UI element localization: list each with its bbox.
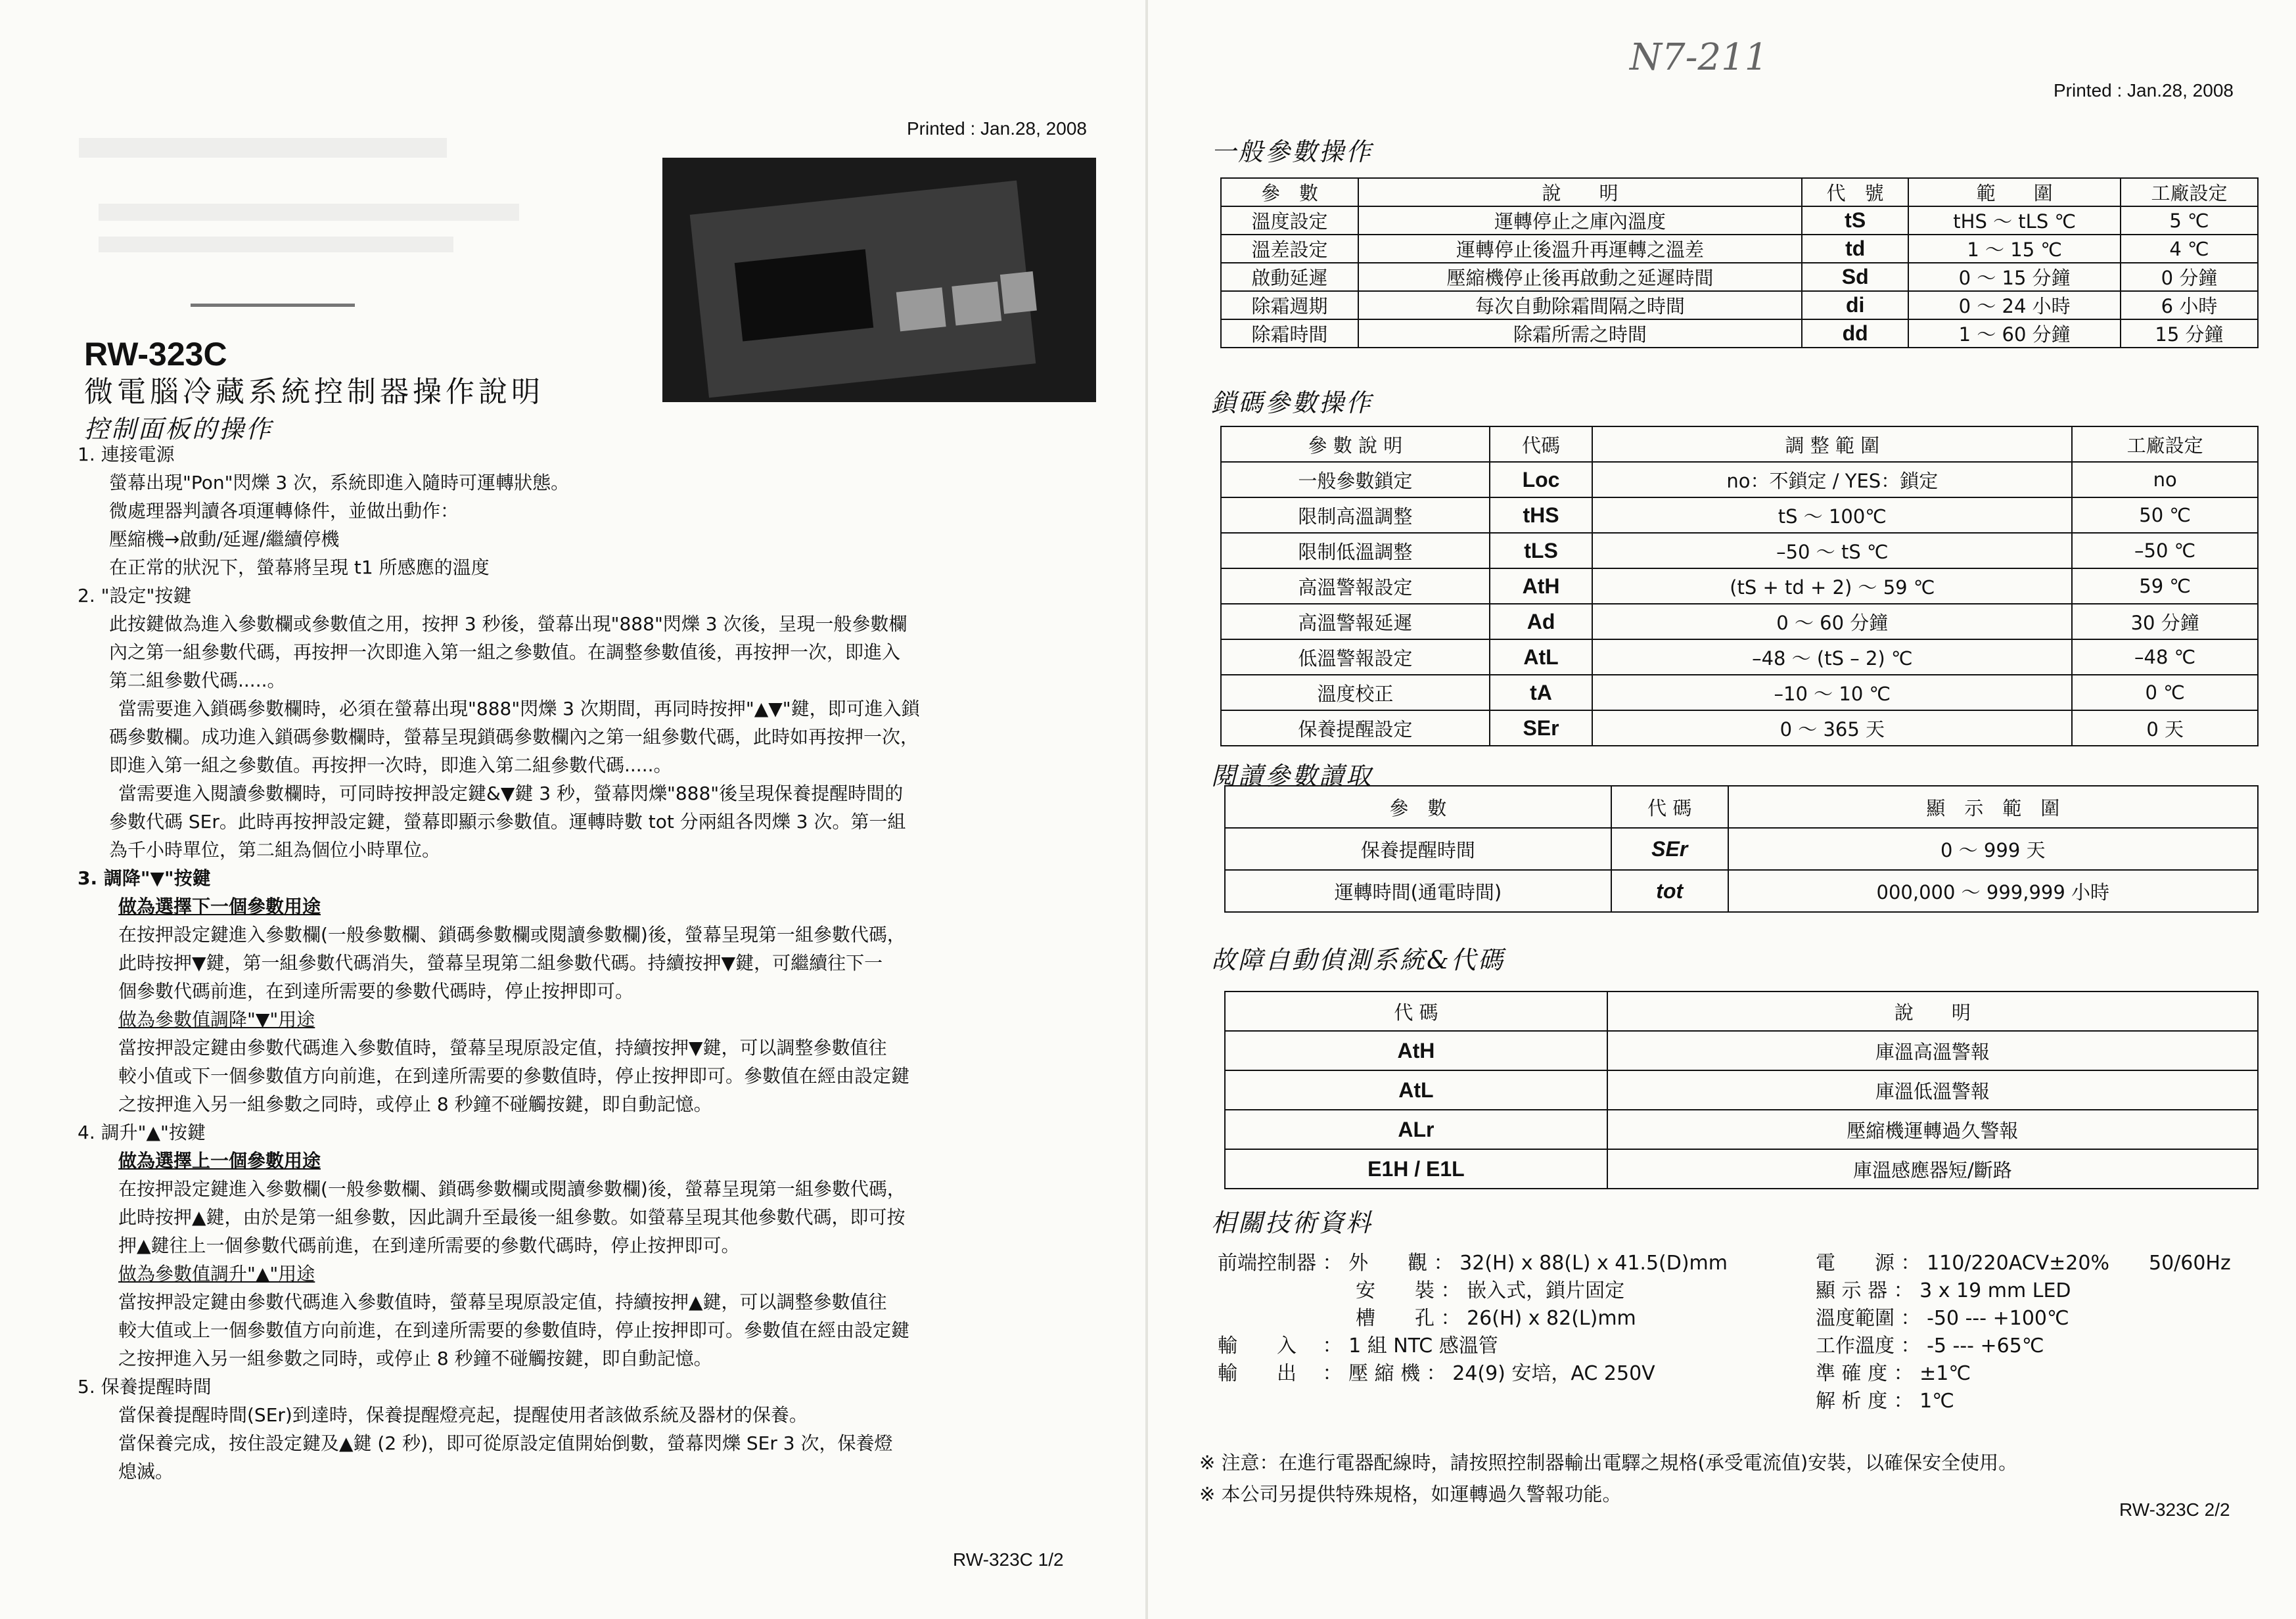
table-cell: 庫溫低溫警報	[1607, 1070, 2258, 1110]
table-cell: Loc	[1490, 462, 1593, 497]
table-header-row	[1221, 426, 2258, 462]
table-header-cell: 說 明	[1358, 178, 1802, 206]
faded-text-smudge	[99, 204, 519, 221]
table-cell: –50 ℃	[2072, 533, 2258, 568]
right-page	[1147, 0, 2296, 1619]
table-header-row	[1225, 992, 2258, 1031]
instruction-line: 此時按押▼鍵，第一組參數代碼消失，螢幕呈現第二組參數代碼。持續按押▼鍵，可繼續往下一	[118, 952, 883, 974]
table-cell: –48 ℃	[2072, 639, 2258, 675]
spec-line: 安 裝 ： 嵌入式，鎖片固定	[1218, 1279, 1625, 1302]
instruction-line: 當需要進入鎖碼參數欄時，必須在螢幕出現"888"閃爍 3 次期間，再同時按押"▲▼"鍵，即可進入鎖	[118, 698, 920, 719]
table-row	[1221, 235, 2258, 263]
instruction-line: 壓縮機→啟動/延遲/繼續停機	[109, 528, 340, 550]
instruction-line: 之按押進入另一組參數之同時，或停止 8 秒鐘不碰觸按鍵，即自動記憶。	[118, 1348, 712, 1369]
table-cell: 6 小時	[2121, 291, 2258, 319]
table-header-cell: 參 數	[1225, 786, 1611, 828]
table-cell: 59 ℃	[2072, 568, 2258, 604]
manual-title: 微電腦冷藏系統控制器操作說明	[84, 375, 544, 409]
table-cell: tS	[1802, 206, 1908, 235]
table-cell: 一般參數鎖定	[1221, 462, 1490, 497]
instruction-line: 之按押進入另一組參數之同時，或停止 8 秒鐘不碰觸按鍵，即自動記憶。	[118, 1093, 712, 1115]
section-title-fault: 故障自動偵測系統&代碼	[1211, 946, 1505, 974]
table-row	[1225, 1149, 2258, 1189]
instruction-line: 做為參數值調升"▲"用途	[118, 1263, 315, 1285]
read-params-table	[1224, 785, 2259, 913]
table-cell: 4 ℃	[2121, 235, 2258, 263]
lock-params-table	[1220, 426, 2259, 746]
spec-line: 溫度範圍 ： -50 --- +100℃	[1816, 1307, 2069, 1330]
table-row	[1221, 291, 2258, 319]
general-params-table	[1220, 177, 2259, 348]
instruction-line: 做為參數值調降"▼"用途	[118, 1009, 315, 1030]
faded-rule	[191, 304, 355, 307]
spec-line: 顯 示 器 ： 3 x 19 mm LED	[1816, 1279, 2071, 1302]
table-cell: 1 ～ 60 分鐘	[1908, 319, 2121, 348]
instruction-line: 較小值或下一個參數值方向前進，在到達所需要的參數值時，停止按押即可。參數值在經由設定鍵	[118, 1065, 910, 1087]
table-header-cell: 工廠設定	[2072, 426, 2258, 462]
table-cell: 壓縮機運轉過久警報	[1607, 1110, 2258, 1149]
instruction-line: 碼參數欄。成功進入鎖碼參數欄時，螢幕呈現鎖碼參數欄內之第一組參數代碼，此時如再按押一次，	[109, 726, 919, 748]
tech-specs-left	[1218, 1250, 1728, 1388]
table-cell: 000,000 ～ 999,999 小時	[1728, 870, 2258, 912]
instruction-line: 螢幕出現"Pon"閃爍 3 次，系統即進入隨時可運轉狀態。	[109, 472, 570, 493]
table-cell: 低溫警報設定	[1221, 639, 1490, 675]
instruction-line: 第二組參數代碼.....。	[109, 670, 286, 691]
table-cell: 溫度校正	[1221, 675, 1490, 710]
table-cell: 運轉停止後溫升再運轉之溫差	[1358, 235, 1802, 263]
instruction-line: 內之第一組參數代碼，再按押一次即進入第一組之參數值。在調整參數值後，再按押一次，即進入	[109, 641, 901, 663]
instruction-line: 當保養提醒時間(SEr)到達時，保養提醒燈亮起，提醒使用者該做系統及器材的保養。	[118, 1404, 808, 1426]
table-row	[1225, 1070, 2258, 1110]
table-header-cell: 代 碼	[1611, 786, 1728, 828]
instruction-line: 當需要進入閱讀參數欄時，可同時按押設定鍵&▼鍵 3 秒，螢幕閃爍"888"後呈現保養提醒時間的	[118, 783, 904, 804]
model-number: RW-323C	[84, 336, 227, 373]
handwritten-note: N7-211	[1630, 36, 1768, 79]
table-cell: tot	[1611, 870, 1728, 912]
table-cell: AtL	[1225, 1070, 1607, 1110]
instruction-line: 為千小時單位，第二組為個位小時單位。	[109, 839, 441, 861]
table-cell: 溫差設定	[1221, 235, 1358, 263]
table-header-cell: 代 碼	[1225, 992, 1607, 1031]
table-cell: 除霜週期	[1221, 291, 1358, 319]
instruction-line: 當按押設定鍵由參數代碼進入參數值時，螢幕呈現原設定值，持續按押▲鍵，可以調整參數值往	[118, 1291, 887, 1313]
table-cell: –48 ～ (tS – 2) ℃	[1592, 639, 2072, 675]
table-cell: 5 ℃	[2121, 206, 2258, 235]
table-header-row	[1221, 178, 2258, 206]
table-header-row	[1225, 786, 2258, 828]
instruction-line: 押▲鍵往上一個參數代碼前進，在到達所需要的參數代碼時，停止按押即可。	[118, 1235, 740, 1256]
section-title-general: 一般參數操作	[1211, 137, 1373, 166]
table-cell: 0 天	[2072, 710, 2258, 746]
spec-line: 準 確 度 ： ±1℃	[1816, 1362, 1971, 1385]
instruction-line: 微處理器判讀各項運轉條件，並做出動作：	[109, 500, 459, 522]
table-row	[1221, 533, 2258, 568]
instruction-line: 較大值或上一個參數值方向前進，在到達所需要的參數值時，停止按押即可。參數值在經由設定鍵	[118, 1319, 910, 1341]
instructions-body	[78, 440, 1103, 1486]
instruction-line: 在按押設定鍵進入參數欄(一般參數欄、鎖碼參數欄或閱讀參數欄)後，螢幕呈現第一組參數代碼，	[118, 1178, 906, 1200]
table-header-cell: 說 明	[1607, 992, 2258, 1031]
table-cell: E1H / E1L	[1225, 1149, 1607, 1189]
table-row	[1221, 263, 2258, 291]
table-row	[1221, 675, 2258, 710]
instruction-line: 3. 調降"▼"按鍵	[78, 867, 211, 889]
spec-line: 槽 孔 ： 26(H) x 82(L)mm	[1218, 1307, 1636, 1330]
section-title-tech: 相關技術資料	[1211, 1208, 1373, 1237]
instruction-line: 在正常的狀況下，螢幕將呈現 t1 所感應的溫度	[109, 557, 490, 578]
table-cell: 0 分鐘	[2121, 263, 2258, 291]
spec-line: 工作溫度 ： -5 --- +65℃	[1816, 1334, 2044, 1357]
instruction-line: 5. 保養提醒時間	[78, 1376, 212, 1398]
instruction-line: 當按押設定鍵由參數代碼進入參數值時，螢幕呈現原設定值，持續按押▼鍵，可以調整參數值往	[118, 1037, 887, 1059]
table-header-cell: 參 數	[1221, 178, 1358, 206]
table-cell: –50 ～ tS ℃	[1592, 533, 2072, 568]
table-cell: 溫度設定	[1221, 206, 1358, 235]
table-cell: di	[1802, 291, 1908, 319]
instruction-line: 此按鍵做為進入參數欄或參數值之用，按押 3 秒後，螢幕出現"888"閃爍 3 次後，呈現一般參數欄	[109, 613, 907, 635]
table-cell: AtH	[1225, 1031, 1607, 1070]
table-header-cell: 代 號	[1802, 178, 1908, 206]
fault-codes-table	[1224, 991, 2259, 1189]
table-row	[1221, 462, 2258, 497]
table-cell: 限制高溫調整	[1221, 497, 1490, 533]
table-cell: AtL	[1490, 639, 1593, 675]
table-row	[1221, 710, 2258, 746]
instruction-line: 4. 調升"▲"按鍵	[78, 1122, 206, 1143]
table-cell: 庫溫高溫警報	[1607, 1031, 2258, 1070]
page-footer: RW-323C 2/2	[2119, 1499, 2230, 1520]
table-row	[1225, 1031, 2258, 1070]
instruction-line: 當保養完成，按住設定鍵及▲鍵 (2 秒)，即可從原設定值開始倒數，螢幕閃爍 SEr 3 次，保養燈	[118, 1432, 893, 1454]
table-header-cell: 參 數 說 明	[1221, 426, 1490, 462]
spec-line: 輸 出 ： 壓 縮 機 ： 24(9) 安培，AC 250V	[1218, 1362, 1655, 1385]
table-cell: AtH	[1490, 568, 1593, 604]
table-cell: 0 ～ 60 分鐘	[1592, 604, 2072, 639]
table-cell: Ad	[1490, 604, 1593, 639]
table-cell: 除霜所需之時間	[1358, 319, 1802, 348]
table-cell: 0 ℃	[2072, 675, 2258, 710]
faded-text-smudge	[79, 138, 447, 158]
table-row	[1225, 870, 2258, 912]
table-header-cell: 代碼	[1490, 426, 1593, 462]
table-cell: 0 ～ 15 分鐘	[1908, 263, 2121, 291]
instruction-line: 做為選擇下一個參數用途	[118, 896, 321, 917]
faded-text-smudge	[99, 237, 453, 252]
instruction-line: 即進入第一組之參數值。再按押一次時，即進入第二組參數代碼.....。	[109, 754, 672, 776]
printed-date: Printed : Jan.28, 2008	[907, 118, 1087, 139]
instruction-line: 參數代碼 SEr。此時再按押設定鍵，螢幕即顯示參數值。運轉時數 tot 分兩組各閃爍 3 次。第一組	[109, 811, 906, 832]
table-cell: no：不鎖定 / YES：鎖定	[1592, 462, 2072, 497]
table-cell: –10 ～ 10 ℃	[1592, 675, 2072, 710]
note-line: ※ 注意：在進行電器配線時，請按照控制器輸出電驛之規格(承受電流值)安裝，以確保安全使用。	[1199, 1451, 2018, 1474]
table-cell: 保養提醒設定	[1221, 710, 1490, 746]
table-cell: 除霜時間	[1221, 319, 1358, 348]
notes	[1199, 1447, 2017, 1510]
table-cell: tS ～ 100℃	[1592, 497, 2072, 533]
section-title-lock: 鎖碼參數操作	[1211, 388, 1373, 417]
table-cell: 限制低溫調整	[1221, 533, 1490, 568]
table-row	[1225, 828, 2258, 870]
table-cell: dd	[1802, 319, 1908, 348]
table-header-cell: 工廠設定	[2121, 178, 2258, 206]
spec-line: 解 析 度 ： 1℃	[1816, 1390, 1954, 1413]
controller-photo	[662, 158, 1096, 402]
table-cell: tHS ～ tLS ℃	[1908, 206, 2121, 235]
table-cell: 0 ～ 24 小時	[1908, 291, 2121, 319]
table-cell: 運轉時間(通電時間)	[1225, 870, 1611, 912]
table-cell: no	[2072, 462, 2258, 497]
section-title-read: 閱讀參數讀取	[1211, 762, 1373, 790]
table-cell: 每次自動除霜間隔之時間	[1358, 291, 1802, 319]
spec-line: 前端控制器 ： 外 觀 ： 32(H) x 88(L) x 41.5(D)mm	[1218, 1252, 1728, 1275]
printed-date: Printed : Jan.28, 2008	[2054, 80, 2234, 101]
table-cell: 壓縮機停止後再啟動之延遲時間	[1358, 263, 1802, 291]
table-row	[1221, 568, 2258, 604]
instruction-line: 1. 連接電源	[78, 444, 175, 465]
table-cell: 運轉停止之庫內溫度	[1358, 206, 1802, 235]
table-cell: tA	[1490, 675, 1593, 710]
instruction-line: 在按押設定鍵進入參數欄(一般參數欄、鎖碼參數欄或閱讀參數欄)後，螢幕呈現第一組參數代碼，	[118, 924, 906, 946]
table-header-cell: 範 圍	[1908, 178, 2121, 206]
instruction-line: 2. "設定"按鍵	[78, 585, 192, 606]
table-cell: 高溫警報延遲	[1221, 604, 1490, 639]
instruction-line: 做為選擇上一個參數用途	[118, 1150, 321, 1172]
table-cell: tLS	[1490, 533, 1593, 568]
table-cell: td	[1802, 235, 1908, 263]
left-page	[0, 0, 1147, 1619]
table-cell: Sd	[1802, 263, 1908, 291]
table-row	[1221, 639, 2258, 675]
table-cell: ALr	[1225, 1110, 1607, 1149]
note-line: ※ 本公司另提供特殊規格，如運轉過久警報功能。	[1199, 1483, 1622, 1505]
table-row	[1221, 319, 2258, 348]
table-cell: 1 ～ 15 ℃	[1908, 235, 2121, 263]
table-cell: 保養提醒時間	[1225, 828, 1611, 870]
table-cell: (tS + td + 2) ～ 59 ℃	[1592, 568, 2072, 604]
table-cell: 50 ℃	[2072, 497, 2258, 533]
table-cell: SEr	[1490, 710, 1593, 746]
table-header-cell: 調 整 範 圍	[1592, 426, 2072, 462]
table-cell: 庫溫感應器短/斷路	[1607, 1149, 2258, 1189]
instruction-line: 熄滅。	[118, 1461, 174, 1482]
section-title-panel: 控制面板的操作	[84, 415, 273, 444]
instruction-line: 個參數代碼前進，在到達所需要的參數代碼時，停止按押即可。	[118, 980, 634, 1002]
table-row	[1225, 1110, 2258, 1149]
table-row	[1221, 206, 2258, 235]
table-cell: 0 ～ 365 天	[1592, 710, 2072, 746]
tech-specs-right	[1816, 1250, 2231, 1415]
spec-line: 輸 入 ： 1 組 NTC 感溫管	[1218, 1334, 1498, 1357]
page-footer: RW-323C 1/2	[953, 1549, 1064, 1570]
table-cell: 15 分鐘	[2121, 319, 2258, 348]
table-cell: 30 分鐘	[2072, 604, 2258, 639]
table-cell: tHS	[1490, 497, 1593, 533]
table-cell: 高溫警報設定	[1221, 568, 1490, 604]
table-header-cell: 顯 示 範 圍	[1728, 786, 2258, 828]
table-row	[1221, 604, 2258, 639]
table-cell: SEr	[1611, 828, 1728, 870]
instruction-line: 此時按押▲鍵，由於是第一組參數，因此調升至最後一組參數。如螢幕呈現其他參數代碼，即可按	[118, 1206, 906, 1228]
table-cell: 0 ～ 999 天	[1728, 828, 2258, 870]
table-row	[1221, 497, 2258, 533]
spec-line: 電 源 ： 110/220ACV±20% 50/60Hz	[1816, 1252, 2231, 1275]
table-cell: 啟動延遲	[1221, 263, 1358, 291]
